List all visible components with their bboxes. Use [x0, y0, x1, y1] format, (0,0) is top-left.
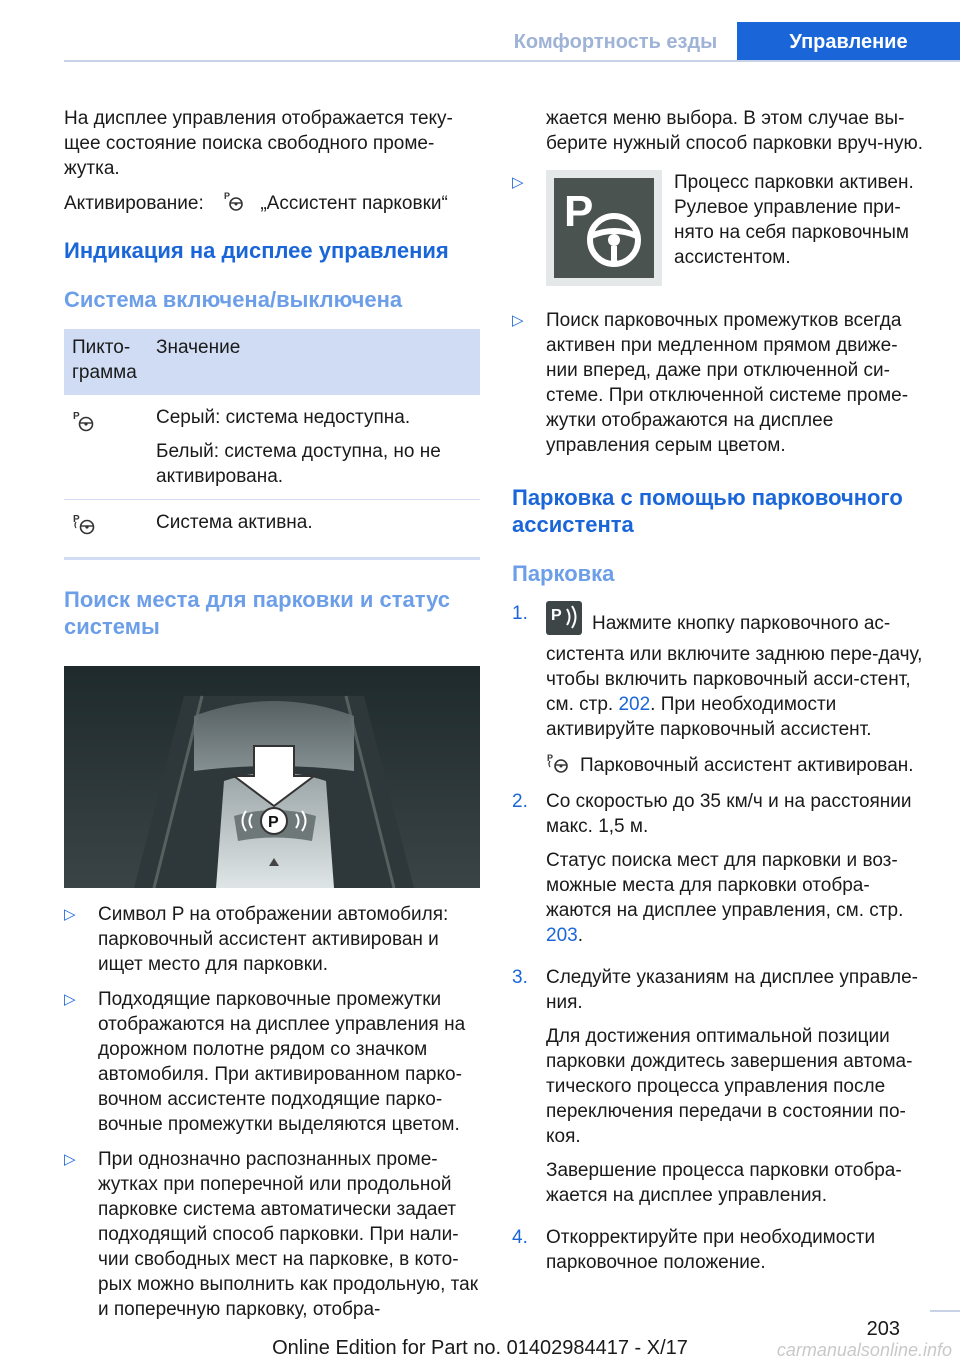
list-item [512, 789, 928, 957]
header-active-tab[interactable]: Управление [737, 22, 960, 62]
activation-value: „Ассистент парковки“ [260, 193, 448, 214]
pictogram-table [64, 329, 480, 560]
park-active-tile [546, 170, 662, 286]
step-text: Нажмите кнопку парковочного ас-систента или включите заднюю пере-дачу, чтобы включить парковочный асси-стент, см. стр. [546, 613, 923, 715]
bullet-text: При однозначно распознанных проме-жутках при поперечной или продольной парковке система автоматически задает подходящий способ парковки. При нали-чии свободных мест на парковке, в кото-рых можно выполнить как продольную, так и поперечную парковку, отобра- [98, 1149, 479, 1320]
table-header-row [64, 329, 480, 395]
meaning-white: Белый: система доступна, но не активирована. [156, 441, 441, 487]
list-item [512, 601, 928, 781]
meaning-grey: Серый: система недоступна. [156, 407, 411, 428]
triangle-right-icon: ▷ [64, 991, 76, 1008]
step-text: . При необходимости активируйте парковочный ассистент. [546, 694, 872, 740]
step-number: 1. [512, 603, 528, 624]
table-cell-meaning [148, 395, 480, 500]
activation-line [64, 190, 480, 219]
table-header-pictogram: Пикто-грамма [64, 329, 148, 395]
svg-text:P: P [268, 814, 279, 831]
heading-search-status: Поиск места для парковки и статус системы [64, 587, 451, 639]
edition-footer: Online Edition for Part no. 01402984417 - X/17 [272, 1337, 688, 1359]
meaning-active: Система активна. [156, 512, 313, 533]
list-item [64, 902, 480, 977]
heading-park-with-assistant: Парковка с помощью парковочного ассистента [512, 485, 903, 537]
park-assist-active-icon [546, 752, 572, 781]
list-item [64, 1147, 480, 1322]
svg-text:P: P [224, 191, 231, 201]
watermark: carmanualsonline.info [776, 1340, 952, 1360]
page-link-203[interactable]: 203 [546, 925, 578, 946]
page-number: 203 [866, 1318, 900, 1340]
list-item [64, 987, 480, 1137]
page-link-202[interactable]: 202 [618, 694, 651, 715]
intro-text: На дисплее управления отображается теку-щее состояние поиска свободного проме-жутка. [64, 108, 453, 179]
park-assist-active-icon [72, 512, 98, 536]
step-text: Следуйте указаниям на дисплее управле-ния. [546, 967, 918, 1013]
list-item [512, 170, 928, 286]
park-assist-steering-icon [554, 178, 654, 278]
footer-rule [930, 1310, 960, 1312]
park-assist-icon [223, 190, 245, 219]
heading-on-off: Система включена/выключена [64, 287, 403, 312]
svg-text:P: P [73, 514, 80, 525]
step-text: Откорректируйте при необходимости парковочное положение. [546, 1227, 876, 1273]
heading-display: Индикация на дисплее управления [64, 238, 449, 263]
step-result-text: Парковочный ассистент активирован. [580, 755, 914, 776]
header-section-tab[interactable]: Комфортность езды [513, 30, 718, 53]
list-item [512, 965, 928, 1217]
list-item [512, 308, 928, 458]
step-result [546, 848, 928, 948]
svg-text:P: P [73, 411, 80, 422]
left-column [64, 106, 480, 1322]
bullet-text: Подходящие парковочные промежутки отображаются на дисплее управления на дорожном полотне рядом со значком автомобиля. При активированном парко-вочном ассистенте подходящие парко-вочные промежутки выделяются цветом. [98, 989, 466, 1135]
triangle-right-icon: ▷ [512, 312, 524, 329]
table-cell-icon [64, 500, 148, 559]
park-assist-button-icon [546, 601, 582, 642]
svg-text:P: P [547, 753, 554, 763]
activation-label: Активирование: [64, 193, 204, 214]
table-cell-icon [64, 395, 148, 500]
parking-display-illustration [64, 666, 480, 888]
svg-text:P: P [564, 187, 594, 236]
continued-text [512, 106, 928, 156]
header-rule [64, 60, 960, 62]
step-result-text: Статус поиска мест для парковки и воз-можные места для парковки отобра-жаются на дисплее управления, см. стр. [546, 850, 904, 921]
step-number: 4. [512, 1227, 528, 1248]
table-header-meaning: Значение [148, 329, 480, 395]
triangle-right-icon: ▷ [64, 1151, 76, 1168]
step-text: Со скоростью до 35 км/ч и на расстоянии макс. 1,5 м. [546, 791, 912, 837]
bullet-text: Поиск парковочных промежутков всегда активен при медленном прямом движе-нии вперед, даже при отключенной си-стеме. При отключенной системе проме-жутки отображаются на дисплее управления серым цветом. [546, 310, 909, 456]
bullet-text: Символ P на отображении автомобиля: парковочный ассистент активирован и ищет место для парковки. [98, 904, 449, 975]
svg-text:P: P [551, 607, 562, 624]
table-cell-meaning [148, 500, 480, 559]
step-number: 3. [512, 967, 528, 988]
triangle-right-icon: ▷ [512, 174, 524, 191]
list-item [512, 1225, 928, 1284]
heading-parking: Парковка [512, 561, 615, 586]
continued-text-content: жается меню выбора. В этом случае вы-берите нужный способ парковки вруч-ную. [546, 108, 924, 154]
bullet-text: Процесс парковки активен. Рулевое управление при-нято на себя парковочным ассистентом. [674, 172, 914, 268]
right-column [512, 106, 928, 1284]
triangle-right-icon: ▷ [64, 906, 76, 923]
step-note: Завершение процесса парковки отобра-жается на дисплее управления. [546, 1160, 902, 1206]
step-result-text: . [577, 925, 583, 946]
step-note: Для достижения оптимальной позиции парковки дождитесь завершения автома-тического процесса управления после переключения передачи в состоянии по-коя. [546, 1026, 913, 1147]
step-result [546, 752, 928, 781]
park-assist-grey-icon [72, 409, 96, 433]
step-number: 2. [512, 791, 528, 812]
table-row [64, 500, 480, 559]
table-row [64, 395, 480, 500]
